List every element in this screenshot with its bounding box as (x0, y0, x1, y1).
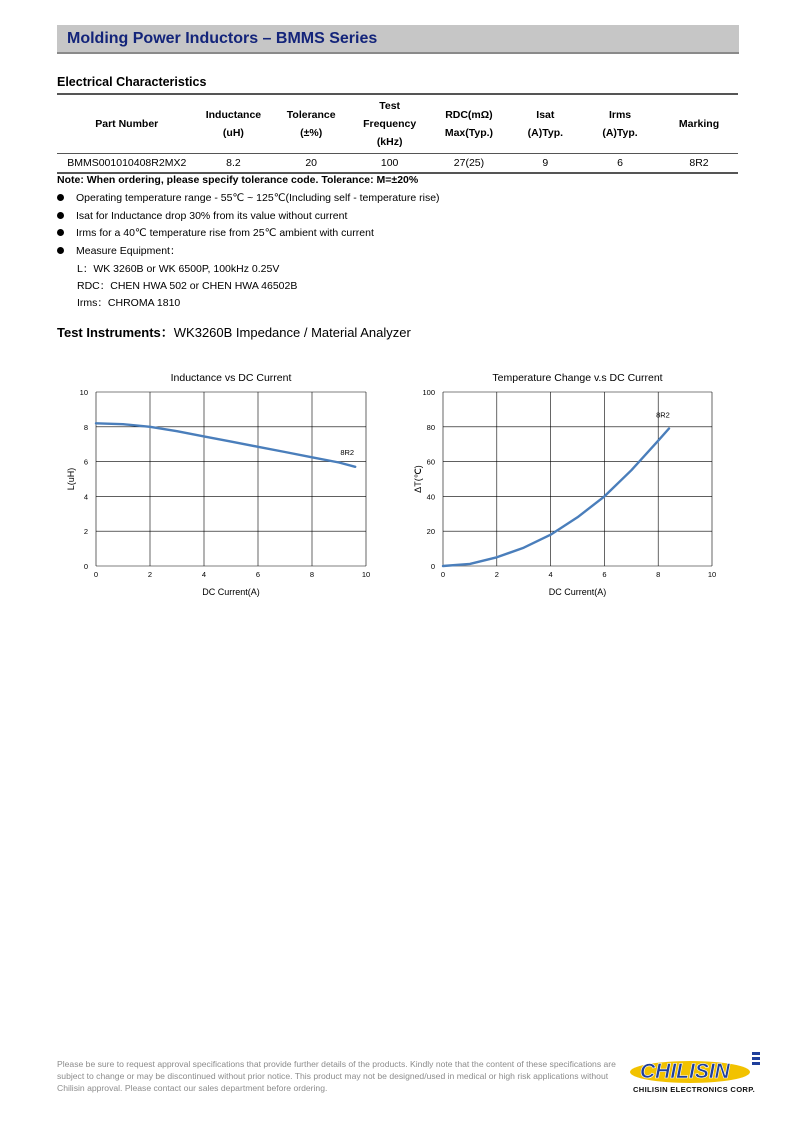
temperature-chart (405, 368, 735, 603)
list-item (57, 244, 440, 262)
y-tick-label: 20 (426, 527, 435, 537)
series-label: 8R2 (656, 410, 670, 420)
y-axis-label: L(uH) (66, 467, 76, 491)
chilisin-logo-icon (628, 1050, 768, 1084)
x-tick-label: 2 (494, 570, 499, 579)
x-tick-label: 4 (201, 570, 207, 579)
list-item (57, 209, 440, 227)
electrical-characteristics-title: Electrical Characteristics (57, 75, 207, 89)
bullet-text: Irms for a 40℃ temperature rise from 25℃ ambient with current (76, 227, 374, 239)
company-name: CHILISIN ELECTRONICS CORP. (633, 1085, 755, 1094)
equipment-rdc: RDC：CHEN HWA 502 or CHEN HWA 46502B (77, 280, 298, 292)
column-header-line: Part Number (95, 118, 159, 130)
page-title: Molding Power Inductors – BMMS Series (67, 30, 378, 47)
x-axis-label: DC Current(A) (548, 587, 607, 597)
y-tick-label: 10 (79, 388, 88, 397)
column-header (427, 94, 510, 154)
notes-list (57, 191, 440, 261)
y-tick-label: 4 (83, 492, 88, 502)
y-tick-label: 60 (426, 457, 435, 467)
spec-table (57, 93, 738, 174)
column-header (352, 94, 427, 154)
table-cell: 100 (380, 157, 399, 169)
chart-title: Inductance vs DC Current (170, 372, 292, 384)
column-header-line: (kHz) (376, 136, 403, 148)
list-item (57, 191, 440, 209)
column-header-line: Frequency (363, 118, 417, 130)
table-cell: 9 (542, 157, 549, 169)
inductance-chart (57, 368, 387, 603)
x-tick-label: 2 (147, 570, 153, 579)
test-instruments-value: WK3260B Impedance / Material Analyzer (173, 325, 411, 340)
logo-text: CHILISIN (640, 1060, 730, 1083)
table-cell: 8.2 (226, 157, 241, 169)
y-tick-label: 2 (83, 527, 88, 537)
y-tick-label: 80 (426, 422, 435, 432)
column-header-line: Max(Typ.) (444, 127, 494, 139)
series-label: 8R2 (340, 447, 355, 457)
ordering-note: Note: When ordering, please specify tolerance code. Tolerance: M=±20% (57, 174, 419, 186)
table-cell: 6 (617, 157, 623, 169)
x-tick-label: 0 (440, 570, 446, 579)
column-header-line: Tolerance (286, 109, 336, 121)
column-header-line: Inductance (205, 109, 262, 121)
test-instruments (57, 322, 411, 341)
x-tick-label: 8 (309, 570, 315, 579)
column-header-line: (A)Typ. (602, 127, 638, 139)
y-axis-label: ΔT(℃) (413, 465, 423, 493)
list-item (57, 226, 440, 244)
column-header (197, 94, 271, 154)
column-header (57, 94, 197, 154)
column-header (660, 94, 738, 154)
chart-title: Temperature Change v.s DC Current (492, 372, 663, 384)
table-cell: 20 (305, 157, 318, 169)
column-header-line: Irms (608, 109, 632, 121)
table-cell: 27(25) (453, 157, 485, 169)
x-tick-label: 10 (707, 570, 717, 579)
y-tick-label: 100 (422, 388, 435, 397)
bullet-text: Isat for Inductance drop 30% from its value without current (76, 209, 348, 222)
table-row (57, 154, 738, 174)
x-tick-label: 4 (548, 570, 553, 579)
column-header-line: RDC(mΩ) (445, 109, 493, 121)
column-header-line: Isat (536, 109, 555, 121)
spec-table-header (57, 94, 738, 154)
column-header-line: (A)Typ. (527, 127, 564, 139)
series-line (443, 429, 669, 567)
column-header (580, 94, 660, 154)
column-header-line: Test (379, 100, 401, 112)
test-instruments-label: Test Instruments： (57, 325, 174, 340)
y-tick-label: 8 (83, 422, 88, 432)
bullet-icon (57, 212, 64, 219)
column-header (270, 94, 352, 154)
x-axis-label: DC Current(A) (202, 587, 260, 597)
x-tick-label: 6 (255, 570, 261, 579)
title-bar (57, 25, 739, 54)
x-tick-label: 10 (361, 570, 371, 579)
x-tick-label: 8 (656, 570, 661, 579)
column-header-line: (±%) (300, 127, 323, 139)
table-cell: 8R2 (689, 157, 709, 169)
bullet-text: Measure Equipment： (76, 244, 181, 257)
bullet-icon (57, 229, 64, 236)
equipment-l: L：WK 3260B or WK 6500P, 100kHz 0.25V (77, 263, 280, 275)
table-cell: BMMS001010408R2MX2 (67, 157, 187, 169)
y-tick-label: 0 (430, 562, 435, 571)
temperature-chart-svg (405, 368, 735, 603)
spec-table-body (57, 154, 738, 174)
y-tick-label: 0 (83, 562, 88, 571)
y-tick-label: 6 (83, 457, 88, 467)
bullet-icon (57, 194, 64, 201)
inductance-chart-svg (57, 368, 387, 603)
bullet-text: Operating temperature range - 55℃ ~ 125℃(Including self - temperature rise) (76, 192, 440, 204)
series-line (96, 423, 355, 467)
bullet-icon (57, 247, 64, 254)
x-tick-label: 6 (602, 570, 607, 579)
x-tick-label: 0 (93, 570, 99, 579)
y-tick-label: 40 (426, 492, 435, 502)
company-logo (628, 1050, 768, 1100)
footer-disclaimer: Please be sure to request approval specifications that provide further details of the products. Kindly note that the content of these specifications are subject to change or may be discontinued without prior notice. This product may not be designed/used in medical or high risk applications without Chilisin approval. Please contact our sales department before ordering. (57, 1059, 616, 1093)
equipment-irms: Irms：CHROMA 1810 (77, 297, 181, 309)
column-header (511, 94, 580, 154)
column-header-line: (uH) (222, 127, 244, 139)
column-header-line: Marking (678, 118, 720, 130)
